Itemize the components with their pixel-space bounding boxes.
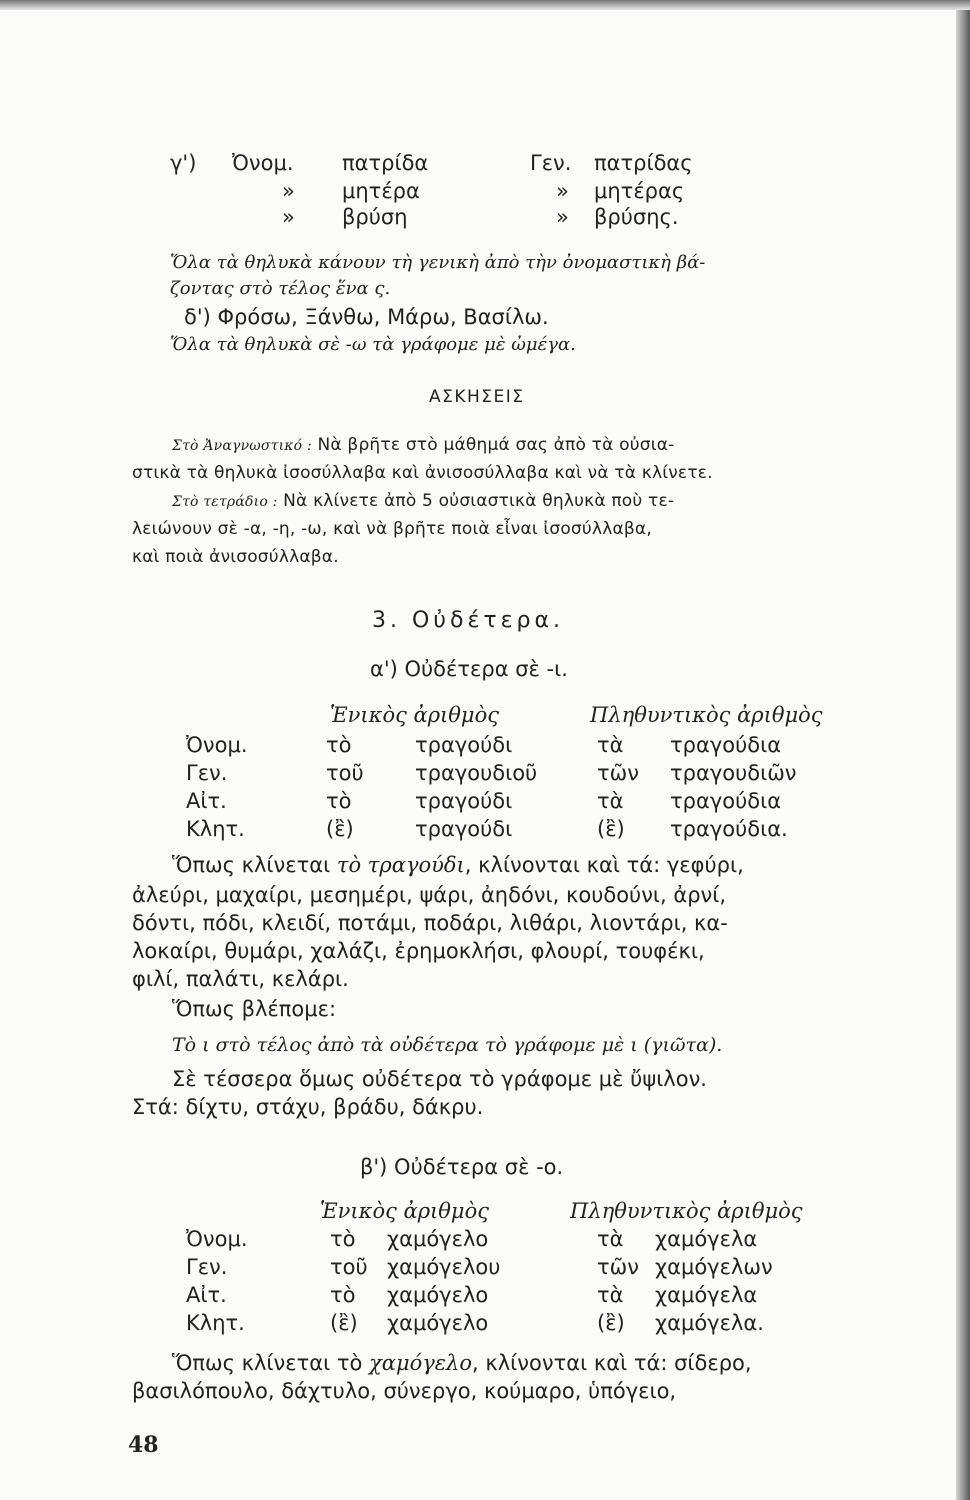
table-b-row-1-sg: χαμόγελο: [387, 1227, 489, 1251]
exercise-2-source: Στὸ τετράδιο :: [172, 494, 278, 510]
table-b-row-2-case: Γεν.: [186, 1255, 228, 1279]
gamma-rule-line-1: Ὅλα τὰ θηλυκὰ κάνουν τὴ γενικὴ ἀπὸ τὴν ὀνομαστικὴ βά-: [170, 252, 706, 273]
table-a-row-4-case: Κλητ.: [186, 817, 245, 841]
exercise-2-line-1: Στὸ τετράδιο : Νὰ κλίνετε ἀπὸ 5 οὐσιαστικὰ θηλυκὰ ποὺ τε-: [172, 491, 675, 511]
delta-examples: δ') Φρόσω, Ξάνθω, Μάρω, Βασίλω.: [184, 305, 549, 329]
para-a-line-1: Ὅπως κλίνεται τὸ τραγούδι, κλίνονται καὶ τά: γεφύρι,: [172, 853, 744, 877]
table-a-row-2-art-pl: τῶν: [597, 761, 639, 785]
table-a-row-3-pl: τραγούδια: [670, 789, 782, 813]
gamma-row-3-gen: βρύσης.: [594, 205, 679, 229]
table-b-row-2-pl: χαμόγελων: [655, 1255, 773, 1279]
table-a-row-4-art-pl: (ἒ): [597, 817, 625, 841]
table-a-row-3-art-sg: τὸ: [326, 789, 352, 813]
table-b-singular-header: Ἑνικὸς ἀριθμὸς: [320, 1199, 489, 1223]
table-b-row-1-art-sg: τὸ: [330, 1227, 356, 1251]
table-b-row-4-art-sg: (ἒ): [330, 1311, 358, 1335]
para-a-line-3: δόντι, πόδι, κλειδί, ποτάμι, ποδάρι, λιθάρι, λιοντάρι, κα-: [132, 911, 728, 935]
gamma-row-2-form: μητέρα: [342, 179, 420, 203]
para-b-line-2: βασιλόπουλο, δάχτυλο, σύνεργο, κούμαρο, ὑπόγειο,: [132, 1379, 677, 1403]
gamma-row-1-gen-label: Γεν.: [530, 151, 572, 175]
gamma-rule-line-2: ζοντας στὸ τέλος ἕνα ς.: [170, 278, 391, 299]
table-b-plural-header: Πληθυντικὸς ἀριθμὸς: [570, 1199, 803, 1223]
table-b-row-1-art-pl: τὰ: [597, 1227, 624, 1251]
gamma-row-2-gen-label: »: [556, 179, 569, 203]
upsilon-line-1: Σὲ τέσσερα ὅμως οὐδέτερα τὸ γράφομε μὲ ὔψιλον.: [172, 1067, 707, 1091]
page-edge: [956, 0, 970, 1500]
table-b-row-3-case: Αἰτ.: [186, 1283, 227, 1307]
table-a-row-2-sg: τραγουδιοῦ: [415, 761, 538, 785]
table-a-row-4-pl: τραγούδια.: [670, 817, 788, 841]
para-a-line-2: ἀλεύρι, μαχαίρι, μεσημέρι, ψάρι, ἀηδόνι, κουδούνι, ἀρνί,: [132, 883, 727, 907]
exercise-2-line-2: λειώνουν σὲ -α, -η, -ω, καὶ νὰ βρῆτε ποιὰ εἶναι ἰσοσύλλαβα,: [132, 519, 652, 539]
table-b-row-3-pl: χαμόγελα: [655, 1283, 758, 1307]
table-b-row-1-pl: χαμόγελα: [655, 1227, 758, 1251]
table-a-row-1-sg: τραγούδι: [415, 733, 513, 757]
table-a-row-2-art-sg: τοῦ: [326, 761, 364, 785]
exercise-1-line-2: στικὰ τὰ θηλυκὰ ἰσοσύλλαβα καὶ ἀνισοσύλλαβα καὶ νὰ τὰ κλίνετε.: [132, 463, 713, 483]
rule-iota: Τὸ ι στὸ τέλος ἀπὸ τὰ οὐδέτερα τὸ γράφομε μὲ ι (γιῶτα).: [172, 1034, 723, 1056]
table-a-row-4-sg: τραγούδι: [415, 817, 513, 841]
table-b-row-1-case: Ὀνομ.: [186, 1227, 248, 1251]
table-a-row-3-sg: τραγούδι: [415, 789, 513, 813]
table-a-row-1-art-sg: τὸ: [326, 733, 352, 757]
table-b-row-4-case: Κλητ.: [186, 1311, 245, 1335]
table-b-row-4-sg: χαμόγελο: [387, 1311, 489, 1335]
para-b-line-1: Ὅπως κλίνεται τὸ χαμόγελο, κλίνονται καὶ τά: σίδερο,: [172, 1351, 752, 1375]
subsection-a-title: α') Οὐδέτερα σὲ -ι.: [370, 657, 568, 681]
exercises-heading: ΑΣΚΗΣΕΙΣ: [429, 387, 525, 407]
table-a-row-4-art-sg: (ἒ): [326, 817, 354, 841]
gamma-row-1-gen: πατρίδας: [594, 151, 693, 175]
table-a-row-3-art-pl: τὰ: [597, 789, 624, 813]
table-a-row-1-art-pl: τὰ: [597, 733, 624, 757]
gamma-row-1-form: πατρίδα: [342, 151, 429, 175]
page-top-edge: [0, 0, 970, 10]
gamma-row-3-form: βρύση: [342, 205, 408, 229]
table-a-singular-header: Ἑνικὸς ἀριθμὸς: [330, 703, 499, 727]
table-b-row-2-art-pl: τῶν: [597, 1255, 639, 1279]
upsilon-line-2: Στά: δίχτυ, στάχυ, βράδυ, δάκρυ.: [132, 1095, 484, 1119]
table-a-row-3-case: Αἰτ.: [186, 789, 227, 813]
table-b-row-2-sg: χαμόγελου: [387, 1255, 501, 1279]
table-a-row-2-case: Γεν.: [186, 761, 228, 785]
gamma-label: γ'): [170, 151, 197, 175]
exercise-1-source: Στὸ Ἀναγνωστικό :: [172, 438, 312, 454]
table-b-row-3-art-pl: τὰ: [597, 1283, 624, 1307]
gamma-row-1-case: Ὀνομ.: [232, 151, 294, 175]
gamma-row-3-gen-label: »: [556, 205, 569, 229]
table-b-row-3-art-sg: τὸ: [330, 1283, 356, 1307]
gamma-row-2-gen: μητέρας: [594, 179, 685, 203]
exercise-1-line-1: Στὸ Ἀναγνωστικό : Νὰ βρῆτε στὸ μάθημά σας ἀπὸ τὰ οὐσια-: [172, 435, 675, 455]
delta-rule: Ὅλα τὰ θηλυκὰ σὲ -ω τὰ γράφομε μὲ ὠμέγα.: [170, 334, 576, 355]
para-a-line-4: λοκαίρι, θυμάρι, χαλάζι, ἐρημοκλήσι, φλουρί, τουφέκι,: [132, 939, 705, 963]
section-3-title: 3. Οὐδέτερα.: [372, 608, 564, 633]
table-a-row-1-pl: τραγούδια: [670, 733, 782, 757]
table-a-row-2-pl: τραγουδιῶν: [670, 761, 797, 785]
exercise-2-line-3: καὶ ποιὰ ἀνισοσύλλαβα.: [132, 547, 339, 567]
gamma-row-3-case: »: [282, 205, 295, 229]
para-a-line-5: φιλί, παλάτι, κελάρι.: [132, 967, 349, 991]
table-a-row-1-case: Ὀνομ.: [186, 733, 248, 757]
page-number: 48: [128, 1432, 159, 1458]
table-b-row-4-pl: χαμόγελα.: [655, 1311, 764, 1335]
gamma-row-2-case: »: [282, 179, 295, 203]
table-b-row-3-sg: χαμόγελο: [387, 1283, 489, 1307]
as-we-see: Ὅπως βλέπομε:: [172, 997, 337, 1021]
table-b-row-2-art-sg: τοῦ: [330, 1255, 368, 1279]
table-b-row-4-art-pl: (ἒ): [597, 1311, 625, 1335]
table-a-plural-header: Πληθυντικὸς ἀριθμὸς: [590, 703, 823, 727]
subsection-b-title: β') Οὐδέτερα σὲ -ο.: [360, 1155, 564, 1179]
